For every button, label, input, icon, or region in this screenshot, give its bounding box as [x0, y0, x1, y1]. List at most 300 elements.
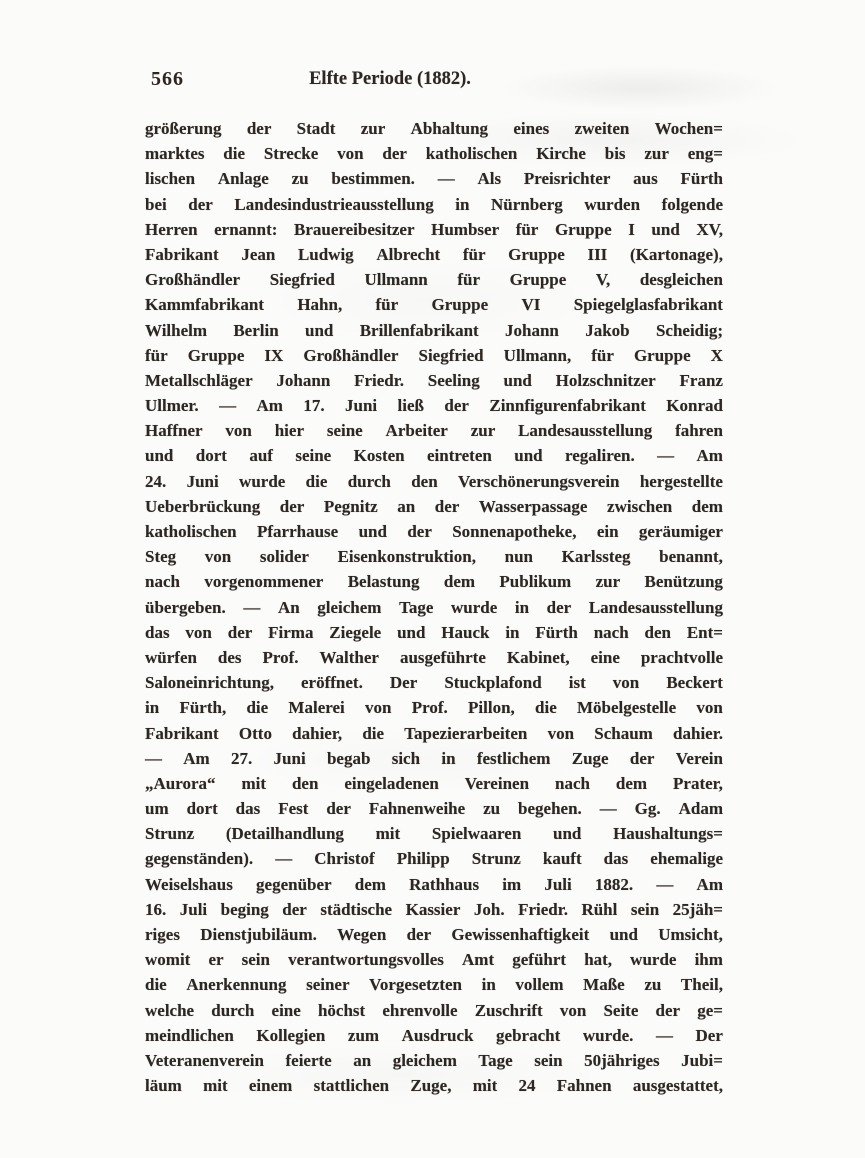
word: auf: [249, 446, 273, 466]
word: Gg.: [634, 799, 661, 819]
word: Tage: [478, 1050, 513, 1070]
word: Am: [696, 874, 723, 894]
word: und: [514, 446, 543, 466]
word: das: [235, 799, 261, 819]
word: Gruppe: [509, 270, 567, 290]
word: Wegen: [337, 925, 387, 944]
word: und: [305, 320, 334, 340]
text-line: [145, 318, 723, 343]
word: in: [455, 194, 470, 214]
text-line: [145, 670, 723, 695]
word: sein: [534, 1050, 563, 1070]
word: von: [225, 421, 252, 441]
word: dem: [443, 572, 476, 592]
word: Strunz: [471, 849, 521, 869]
word: Fabrikant: [145, 244, 219, 264]
word: dem: [615, 773, 648, 793]
word: Wasserpassage: [478, 496, 588, 516]
word: von: [696, 698, 723, 718]
word: Prater,: [673, 773, 723, 793]
text-line: [145, 217, 723, 242]
word: Möbelgestelle: [577, 698, 677, 718]
word: eröffnet.: [301, 673, 363, 693]
word: hat,: [584, 950, 613, 970]
word: 24.: [145, 471, 167, 491]
word: Steg: [145, 547, 177, 567]
word: Gruppe: [187, 345, 245, 365]
word: Juni: [186, 471, 219, 491]
word: Fahnenweihe: [368, 799, 466, 819]
word: Holzschnitzer: [555, 370, 656, 390]
word: Metallschläger: [145, 370, 253, 390]
word: stattlichen: [313, 1076, 390, 1096]
word: mit: [472, 1076, 498, 1096]
word: Walther: [319, 647, 379, 667]
word: eine: [590, 647, 620, 667]
word: dahier.: [673, 723, 723, 743]
word: welche: [145, 1000, 195, 1020]
word: gleichem: [392, 1050, 457, 1070]
word: kauft: [542, 849, 582, 869]
text-line: [145, 443, 723, 468]
word: Siegfried: [269, 270, 335, 290]
text-line: [145, 469, 723, 494]
word: der: [282, 899, 307, 919]
word: 50jähriges: [584, 1050, 660, 1070]
word: Fahnen: [556, 1076, 612, 1096]
text-line: [145, 846, 723, 871]
word: Stuckplafond: [444, 673, 542, 693]
word: Fürth,: [179, 698, 227, 718]
word: —: [219, 396, 237, 416]
text-line: [145, 368, 723, 393]
word: eine: [271, 1000, 301, 1020]
word: (Kartonage),: [629, 244, 723, 264]
word: und: [651, 219, 680, 239]
word: zwischen: [607, 496, 673, 516]
word: nach: [554, 773, 590, 793]
word: die: [145, 975, 167, 995]
text-line: [145, 1023, 723, 1048]
word: vollem: [515, 975, 564, 995]
word: —: [657, 446, 675, 466]
word: Hauck: [441, 622, 490, 642]
word: 1882.: [594, 874, 634, 894]
word: womit: [145, 950, 191, 970]
word: 24: [518, 1076, 536, 1096]
word: ge=: [697, 1000, 723, 1020]
word: Am: [256, 396, 283, 416]
word: Malerei: [288, 698, 345, 718]
word: durch: [211, 1000, 255, 1020]
word: Christof: [314, 849, 375, 869]
word: Stadt: [296, 119, 336, 138]
word: die: [223, 144, 246, 164]
word: —: [145, 748, 162, 768]
word: dort: [186, 799, 218, 819]
word: regaliren.: [565, 446, 635, 466]
word: X: [710, 345, 723, 365]
word: Ludwig: [297, 244, 354, 264]
word: Rathhaus: [409, 874, 480, 894]
text-line: [145, 494, 723, 519]
word: Friedr.: [354, 370, 404, 390]
word: Anerkennung: [186, 975, 287, 995]
text-line: [145, 1048, 723, 1073]
text-line: [145, 267, 723, 292]
word: der: [406, 925, 432, 944]
word: wurde.: [582, 1025, 634, 1045]
word: um: [145, 799, 169, 819]
word: hergestellte: [639, 471, 723, 491]
word: wurde: [450, 597, 498, 617]
word: Juli: [544, 874, 572, 894]
word: für: [375, 295, 399, 315]
text-line: [145, 141, 723, 166]
word: Albrecht: [376, 244, 441, 264]
word: Am: [183, 748, 210, 768]
word: den: [411, 471, 438, 491]
word: vorgenommener: [204, 572, 324, 592]
word: Großhändler: [303, 345, 399, 365]
word: —: [275, 849, 293, 869]
word: sich: [391, 748, 421, 768]
word: für: [462, 244, 486, 264]
text-line: [145, 771, 723, 796]
word: bestimmen.: [331, 169, 415, 189]
word: größerung: [145, 119, 222, 138]
word: ein: [596, 522, 619, 541]
word: Karlssteg: [561, 547, 631, 567]
word: Gruppe: [633, 345, 691, 365]
word: Franz: [679, 370, 723, 390]
word: Strunz: [145, 824, 195, 844]
text-line: [145, 418, 723, 443]
text-line: [145, 821, 723, 846]
text-line: [145, 998, 723, 1023]
word: dem: [691, 496, 723, 516]
word: Joh.: [473, 899, 505, 919]
word: V,: [595, 270, 611, 290]
word: des: [217, 647, 242, 667]
word: Humbser: [431, 219, 500, 239]
word: und: [397, 622, 426, 642]
word: Großhändler: [145, 270, 241, 290]
word: übergeben.: [145, 597, 226, 617]
word: der: [629, 748, 655, 768]
word: Schaum: [594, 723, 653, 743]
word: Am: [696, 446, 723, 466]
word: Jubi=: [681, 1050, 723, 1070]
word: meindlichen: [145, 1025, 234, 1045]
word: dort: [195, 446, 227, 466]
word: Seeling: [427, 370, 480, 390]
word: fahren: [675, 421, 723, 441]
word: Pfarrhause: [257, 522, 339, 541]
word: Berlin: [233, 320, 279, 340]
word: sein: [630, 899, 660, 919]
word: und: [145, 446, 174, 466]
word: der: [655, 1000, 681, 1020]
text-line: [145, 872, 723, 897]
word: der: [444, 396, 469, 416]
word: Hahn,: [297, 295, 343, 315]
word: und: [358, 522, 387, 541]
word: begehen.: [518, 799, 582, 819]
word: Dienstjubiläum.: [200, 925, 317, 944]
word: Tage: [399, 597, 434, 617]
text-line: [145, 166, 723, 191]
word: in: [145, 698, 160, 718]
word: für: [145, 345, 168, 365]
word: die: [305, 471, 328, 491]
word: Veteranenverein: [145, 1050, 264, 1070]
word: zur: [360, 119, 386, 138]
word: Verschönerungsverein: [458, 471, 620, 491]
word: 27.: [231, 748, 253, 768]
word: Kosten: [353, 446, 405, 466]
word: hier: [274, 421, 304, 441]
text-line: [145, 1073, 723, 1098]
word: Zuschrift: [474, 1000, 543, 1020]
word: Verein: [675, 748, 723, 768]
running-title: Elfte Periode (1882).: [309, 69, 471, 89]
word: von: [337, 144, 364, 164]
word: und: [609, 925, 638, 944]
word: nun: [504, 547, 533, 567]
word: Anlage: [217, 169, 269, 189]
word: Juni: [273, 748, 306, 768]
word: desgleichen: [639, 270, 723, 290]
word: Landesindustrieausstellung: [234, 194, 434, 214]
word: Fest: [278, 799, 309, 819]
word: katholischen: [425, 144, 518, 164]
word: Landesausstellung: [518, 421, 653, 441]
word: Vereinen: [464, 773, 530, 793]
word: Publikum: [499, 572, 572, 592]
word: Juni: [345, 396, 378, 416]
word: von: [365, 698, 392, 718]
text-line: [145, 620, 723, 645]
word: (Detailhandlung: [225, 824, 344, 844]
word: ernannt:: [214, 219, 278, 239]
word: XV,: [696, 219, 723, 239]
word: geräumiger: [638, 522, 723, 541]
text-line: [145, 343, 723, 368]
text-line: [145, 922, 723, 947]
word: Fürth: [680, 169, 723, 189]
word: Beckert: [666, 673, 723, 693]
word: gegenüber: [256, 874, 332, 894]
word: „Aurora“: [145, 773, 216, 793]
word: zu: [644, 975, 662, 995]
word: mit: [375, 824, 401, 844]
word: städtische: [320, 899, 393, 919]
word: ausgeführte: [399, 647, 486, 667]
word: der: [246, 119, 272, 138]
word: in: [441, 748, 456, 768]
word: Benützung: [644, 572, 723, 592]
word: bei: [145, 194, 167, 214]
word: ist: [568, 673, 586, 693]
text-line: [145, 116, 723, 141]
word: er: [208, 950, 224, 970]
word: zweiten: [574, 119, 630, 138]
word: ließ: [397, 396, 424, 416]
word: der: [434, 496, 460, 516]
word: IX: [264, 345, 284, 365]
text-line: [145, 192, 723, 217]
word: Vorgesetzten: [369, 975, 462, 995]
word: katholischen: [145, 522, 237, 541]
word: von: [185, 622, 212, 642]
text-line: [145, 544, 723, 569]
word: Juli: [179, 899, 208, 919]
text-line: [145, 645, 723, 670]
word: Kammfabrikant: [145, 295, 264, 315]
word: Der: [389, 673, 418, 693]
word: die: [246, 698, 269, 718]
word: die: [362, 723, 385, 743]
word: —: [599, 799, 617, 819]
word: Pegnitz: [323, 496, 378, 516]
word: Jakob: [585, 320, 630, 340]
word: Der: [695, 1025, 723, 1045]
word: nach: [593, 622, 629, 642]
word: seiner: [306, 975, 350, 995]
word: —: [243, 597, 261, 617]
word: der: [279, 496, 305, 516]
word: Zuge,: [410, 1076, 452, 1096]
word: Gruppe: [431, 295, 489, 315]
word: Umsicht,: [658, 925, 723, 944]
word: festlichem: [476, 748, 551, 768]
word: wurde: [630, 950, 677, 970]
word: Preisrichter: [523, 169, 611, 189]
word: bis: [604, 144, 626, 164]
word: im: [502, 874, 522, 894]
word: prachtvolle: [640, 647, 723, 667]
word: Wochen=: [654, 119, 723, 138]
word: Kollegien: [256, 1025, 326, 1045]
word: dahier,: [292, 723, 343, 743]
word: Jean: [241, 244, 276, 264]
word: Firma: [268, 622, 314, 642]
word: dem: [354, 874, 386, 894]
word: An: [277, 597, 300, 617]
word: ihm: [694, 950, 723, 970]
word: Theil,: [680, 975, 723, 995]
word: Wilhelm: [145, 320, 208, 340]
word: höchst: [317, 1000, 366, 1020]
word: marktes: [145, 144, 205, 164]
word: seine: [295, 446, 332, 466]
word: Pillon,: [468, 698, 515, 718]
word: 17.: [303, 396, 325, 416]
word: den: [644, 622, 671, 642]
word: gleichem: [317, 597, 382, 617]
word: eines: [513, 119, 550, 138]
word: Zinnfigurenfabrikant: [489, 396, 646, 416]
word: Gewissenhaftigkeit: [451, 925, 590, 944]
word: in: [514, 597, 530, 617]
word: Ullmann,: [503, 345, 572, 365]
word: solider: [259, 547, 309, 567]
text-line: [145, 595, 723, 620]
word: Herren: [145, 219, 198, 239]
word: Sonnenapotheke,: [452, 522, 577, 541]
word: III: [587, 244, 608, 264]
word: Nürnberg: [491, 194, 563, 214]
word: der: [546, 597, 572, 617]
word: gegenständen).: [145, 849, 254, 869]
word: der: [326, 799, 351, 819]
word: Otto: [238, 723, 272, 743]
word: Rühl: [581, 899, 618, 919]
word: Adam: [678, 799, 723, 819]
word: Ullmer.: [145, 396, 199, 416]
text-line: [145, 972, 723, 997]
word: Friedr.: [518, 899, 568, 919]
word: für: [457, 270, 480, 290]
word: von: [612, 673, 640, 693]
word: geführt: [512, 950, 567, 970]
word: ehemalige: [650, 849, 723, 869]
word: und: [553, 824, 582, 844]
word: Johann: [505, 320, 559, 340]
word: für: [515, 219, 539, 239]
word: Spiegelglasfabrikant: [573, 295, 723, 315]
word: das: [603, 849, 629, 869]
word: wurden: [584, 194, 641, 214]
word: seine: [326, 421, 363, 441]
word: Landesausstellung: [588, 597, 723, 617]
word: mit: [203, 1076, 228, 1096]
word: der: [227, 622, 253, 642]
word: Seite: [603, 1000, 639, 1020]
word: gebracht: [496, 1025, 561, 1045]
word: in: [481, 975, 496, 995]
word: Brauereibesitzer: [294, 219, 415, 239]
word: eng=: [687, 144, 723, 164]
word: zur: [595, 572, 621, 592]
word: Als: [477, 169, 502, 189]
page-header: [145, 66, 723, 96]
word: 25jäh=: [672, 899, 723, 919]
word: die: [535, 698, 557, 718]
word: Prof.: [411, 698, 448, 718]
word: Ausdruck: [401, 1025, 474, 1045]
word: Prof.: [262, 647, 299, 667]
word: der: [382, 144, 407, 164]
word: zum: [347, 1025, 380, 1045]
text-line: [145, 292, 723, 317]
word: Gruppe: [554, 219, 612, 239]
word: der: [188, 194, 213, 214]
word: an: [397, 496, 416, 516]
text-line: [145, 695, 723, 720]
word: Fabrikant: [145, 723, 219, 743]
word: beging: [220, 899, 269, 919]
word: Zuge: [571, 748, 609, 768]
text-line: [145, 897, 723, 922]
word: aus: [633, 169, 658, 189]
word: Ueberbrückung: [145, 496, 261, 516]
text-line: [145, 242, 723, 267]
word: würfen: [145, 647, 197, 667]
word: Gruppe: [508, 244, 565, 264]
word: Amt: [462, 950, 495, 970]
